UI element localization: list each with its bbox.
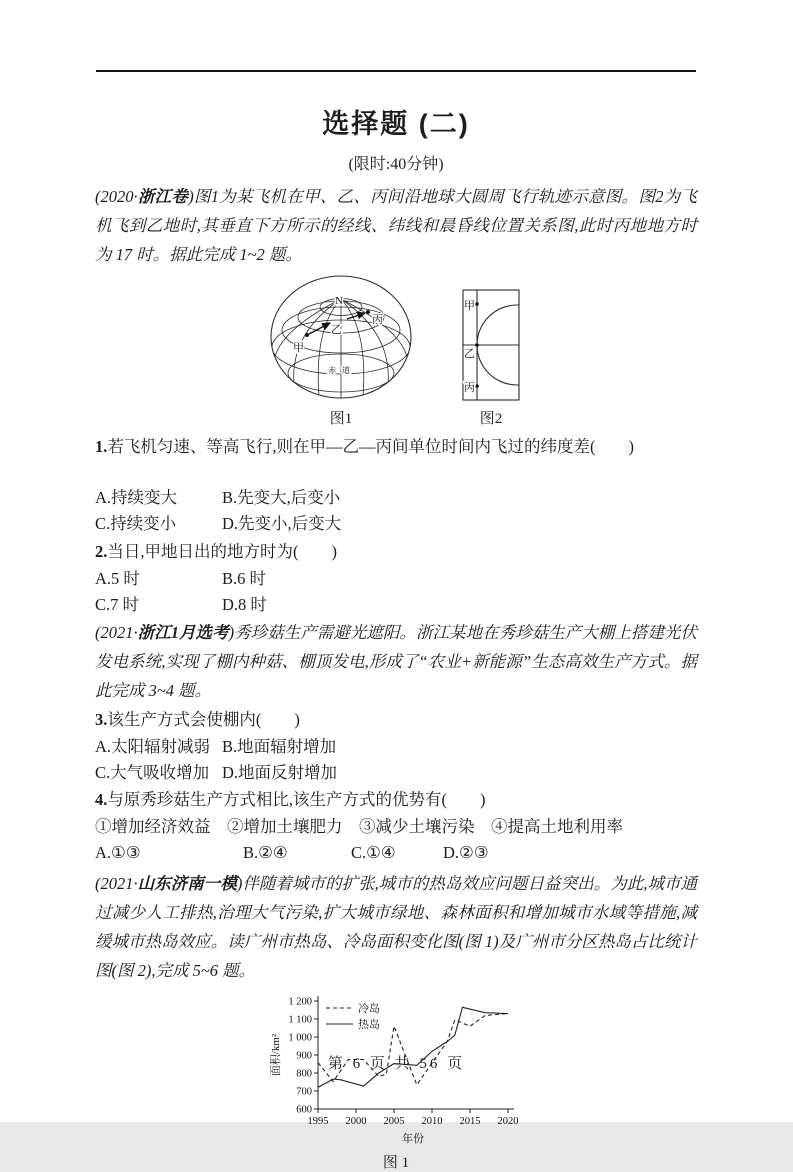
svg-text:2010: 2010 [421, 1116, 443, 1127]
figure-1-caption: 图1 [329, 411, 353, 427]
option-3b: B.地面辐射增加 [222, 737, 337, 756]
passage-3-source: 山东济南一模 [137, 874, 237, 893]
option-1b: B.先变大,后变小 [222, 488, 341, 507]
svg-text:2020: 2020 [497, 1116, 519, 1127]
svg-text:1 000: 1 000 [288, 1032, 312, 1044]
question-4 [95, 787, 697, 866]
globe-north-pole-label: N [335, 295, 343, 307]
passage-2-source-prefix: (2021· [95, 623, 138, 642]
globe-bing-label: 丙 [372, 314, 383, 326]
question-1-options [95, 485, 697, 537]
option-2c: C.7 时 [95, 595, 140, 614]
option-3d: D.地面反射增加 [222, 763, 338, 782]
svg-text:900: 900 [296, 1050, 312, 1062]
svg-text:2000: 2000 [345, 1116, 367, 1127]
question-1-stem: 若飞机匀速、等高飞行,则在甲—乙—丙间单位时间内飞过的纬度差( ) [107, 437, 634, 456]
option-3a: A.太阳辐射减弱 [95, 737, 211, 756]
passage-2-source-suffix: ) [228, 623, 235, 642]
svg-text:700: 700 [296, 1086, 312, 1098]
svg-text:2015: 2015 [459, 1116, 481, 1127]
option-4d: D.②③ [443, 843, 489, 862]
page-title: 选择题 (二) [322, 109, 470, 139]
svg-text:年份: 年份 [402, 1133, 424, 1145]
cs-bing-label: 丙 [464, 382, 475, 394]
question-4-items: ①增加经济效益 ②增加土壤肥力 ③减少土壤污染 ④提高土地利用率 [95, 817, 623, 836]
question-3-number: 3. [95, 710, 108, 729]
option-2b: B.6 时 [222, 569, 267, 588]
svg-text:2005: 2005 [383, 1116, 405, 1127]
question-2-stem: 当日,甲地日出的地方时为( ) [107, 542, 337, 561]
question-2 [95, 539, 697, 618]
point-jia-dot [305, 333, 309, 337]
svg-text:1 200: 1 200 [288, 996, 312, 1008]
passage-2 [95, 618, 697, 705]
passage-1 [95, 182, 697, 269]
globe-flight-path-diagram [265, 273, 417, 403]
option-1c: C.持续变小 [95, 514, 177, 533]
cs-yi-label: 乙 [464, 348, 475, 360]
svg-text:热岛: 热岛 [358, 1019, 380, 1031]
page-content [95, 90, 697, 1172]
option-2a: A.5 时 [95, 569, 140, 588]
question-1-number: 1. [95, 437, 108, 456]
option-3c: C.大气吸收增加 [95, 763, 210, 782]
question-2-options [95, 566, 697, 618]
figure-2-caption: 图2 [479, 411, 503, 427]
svg-text:800: 800 [296, 1068, 312, 1080]
option-4a: A.①③ [95, 843, 141, 862]
figure-cross-section [455, 288, 527, 428]
passage-3-text: 伴随着城市的扩张,城市的热岛效应问题日益突出。为此,城市通过减少人工排热,治理大气污染,扩大城市绿地、森林面积和增加城市水域等措施,减缓城市热岛效应。读广州市热岛、冷岛面积变化图(图 1)及广州市分区热岛占比统计图(图 2),完成 5~6 题。 [95, 874, 697, 980]
question-3-options [95, 734, 697, 786]
cs-bing-dot [475, 384, 479, 388]
passage-1-source-prefix: (2020· [95, 187, 138, 206]
cs-jia-dot [475, 302, 479, 306]
svg-text:1 100: 1 100 [288, 1014, 312, 1026]
globe-jia-label: 甲 [293, 342, 304, 354]
header-rule [96, 70, 696, 72]
svg-text:600: 600 [296, 1104, 312, 1116]
svg-text:面积/km²: 面积/km² [270, 1033, 282, 1077]
question-2-number: 2. [95, 542, 108, 561]
passage-2-text: 秀珍菇生产需避光遮阳。浙江某地在秀珍菇生产大棚上搭建光伏发电系统,实现了棚内种菇、棚顶发电,形成了“农业+新能源”生态高效生产方式。据此完成 3~4 题。 [95, 623, 698, 700]
option-1a: A.持续变大 [95, 488, 178, 507]
option-2d: D.8 时 [222, 595, 267, 614]
page-footer: 第 6 页 共 56 页 [327, 1056, 466, 1072]
passage-3-source-suffix: ) [236, 874, 243, 893]
svg-text:1995: 1995 [307, 1116, 329, 1127]
question-4-stem: 与原秀珍菇生产方式相比,该生产方式的优势有( ) [107, 790, 486, 809]
option-4b: B.②④ [243, 843, 288, 862]
cs-jia-label: 甲 [464, 300, 475, 312]
svg-text:冷岛: 冷岛 [358, 1003, 380, 1015]
passage-2-source: 浙江1月选考 [137, 623, 229, 642]
question-4-options [95, 840, 697, 866]
question-3 [95, 707, 697, 786]
question-4-number: 4. [95, 790, 108, 809]
question-3-stem: 该生产方式会使棚内( ) [107, 710, 300, 729]
passage-1-source-suffix: ) [188, 187, 194, 206]
chart-caption: 图 1 [382, 1155, 410, 1171]
passage-3-source-prefix: (2021· [95, 874, 138, 893]
terminator-diagram [455, 288, 527, 403]
option-4c: C.①④ [351, 843, 396, 862]
time-limit: (限时:40分钟) [348, 156, 444, 173]
globe-equator-label: 赤 道 [328, 366, 352, 375]
figures-row [95, 273, 697, 428]
passage-1-text: 图1为某飞机在甲、乙、丙间沿地球大圆周飞行轨迹示意图。图2为飞机飞到乙地时,其垂直下方所示的经线、纬线和晨昏线位置关系图,此时丙地地方时为 17 时。据此完成 1~2 题。 [95, 187, 698, 264]
passage-1-source: 浙江卷 [137, 187, 189, 206]
figure-globe [265, 273, 417, 428]
question-1 [95, 434, 697, 537]
point-bing-dot [366, 310, 370, 314]
passage-3 [95, 869, 697, 985]
area-change-chart [95, 991, 697, 1172]
option-1d: D.先变小,后变大 [222, 514, 342, 533]
cs-yi-dot [475, 343, 479, 347]
globe-yi-label: 乙 [331, 324, 342, 336]
